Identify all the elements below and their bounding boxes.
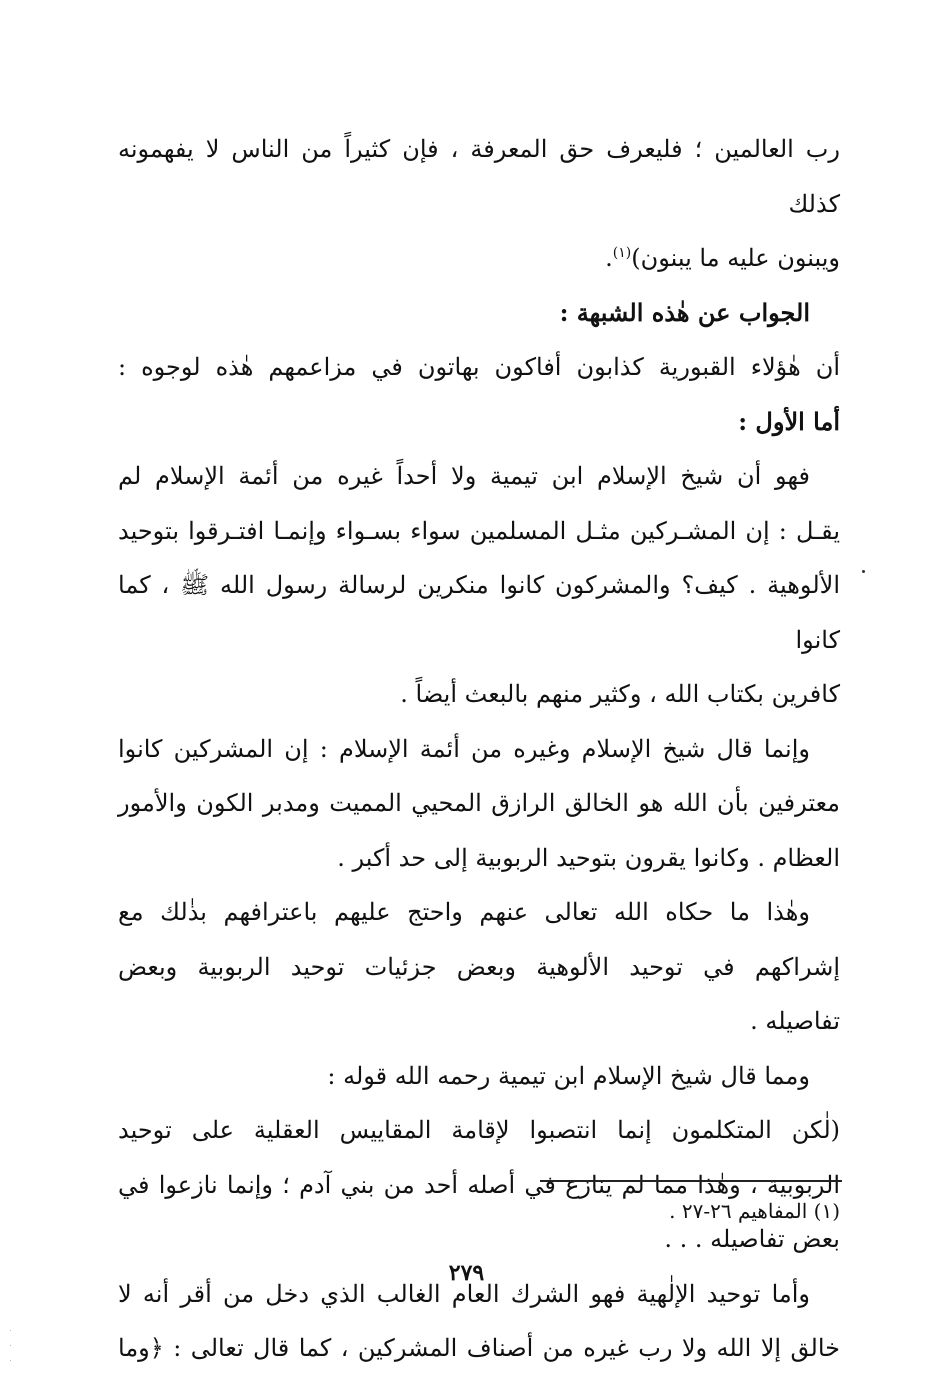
text-line-12: العظام . وكانوا يقرون بتوحيد الربوبية إلى حد أكبر . — [337, 843, 840, 872]
text-line-19: بعض تفاصيله . . . — [664, 1225, 840, 1253]
text-line-10: وإنما قال شيخ الإسلام وغيره من أئمة الإسلام : إن المشركين كانوا — [118, 734, 810, 763]
text-line-17: (لٰكن المتكلمون إنما انتصبوا لإقامة المقاييس العقلية على توحيد — [118, 1116, 840, 1144]
text-line-9: كافرين بكتاب الله ، وكثير منهم بالبعث أيضاً . — [400, 680, 840, 708]
text-line-1: رب العالمين ؛ فليعرف حق المعرفة ، فإن كثيراً من الناس لا يفهمونه كذلك — [118, 135, 840, 218]
text-line-11: معترفين بأن الله هو الخالق الرازق المحيي المميت ومدبر الكون والأمور — [118, 789, 840, 817]
footnote-divider — [540, 1180, 842, 1182]
scan-edge-dot — [10, 1360, 11, 1361]
text-line-20: وأما توحيد الإلٰهية فهو الشرك العام الغالب الذي دخل من أقر أنه لا — [118, 1279, 810, 1308]
subheading-first: أما الأول : — [738, 406, 840, 436]
text-line-21: خالق إلا الله ولا رب غيره من أصناف المشركين ، كما قال تعالى : ﴿وما — [118, 1334, 840, 1362]
scan-speck — [862, 570, 865, 573]
text-line-13: وهٰذا ما حكاه الله تعالى عنهم واحتج عليهم باعترافهم بذٰلك مع — [118, 898, 810, 926]
scan-edge-dot — [10, 1330, 11, 1331]
text-line-16: ومما قال شيخ الإسلام ابن تيمية رحمه الله قوله : — [327, 1061, 810, 1090]
text-line-2 — [118, 231, 840, 286]
text-line-4: أن هٰؤلاء القبورية كذابون أفاكون بهاتون في مزاعمهم هٰذه لوجوه : — [118, 353, 840, 381]
text-line-2-body: ويبنون عليه ما يبنون) — [631, 244, 840, 272]
text-line-14: إشراكهم في توحيد الألوهية وبعض جزئيات توحيد الربوبية وبعض — [118, 952, 840, 981]
text-line-6: فهو أن شيخ الإسلام ابن تيمية ولا أحداً غيره من أئمة الإسلام لم — [118, 462, 810, 490]
text-line-15: تفاصيله . — [750, 1007, 840, 1035]
footnote: (١) المفاهيم ٢٦-٢٧ . — [669, 1199, 840, 1223]
text-line-8: الألوهية . كيف؟ والمشركون كانوا منكرين لرسالة رسول الله ﷺ ، كما كانوا — [118, 571, 840, 654]
text-line-2-end: . — [605, 244, 613, 272]
page-number: ٢٧٩ — [448, 1260, 485, 1286]
text-line-7: يقـل : إن المشـركين مثـل المسلمين سواء بسـواء وإنمـا افتـرقوا بتوحيد — [118, 516, 840, 545]
section-heading: الجواب عن هٰذه الشبهة : — [559, 297, 810, 327]
footnote-reference: (١) — [612, 245, 632, 261]
scan-edge-dot — [10, 1345, 11, 1346]
body-text — [118, 122, 840, 1376]
text-line-18: الربوبية ، وهٰذا مما لم ينازع في أصله أحد من بني آدم ؛ وإنما نازعوا في — [118, 1170, 841, 1199]
